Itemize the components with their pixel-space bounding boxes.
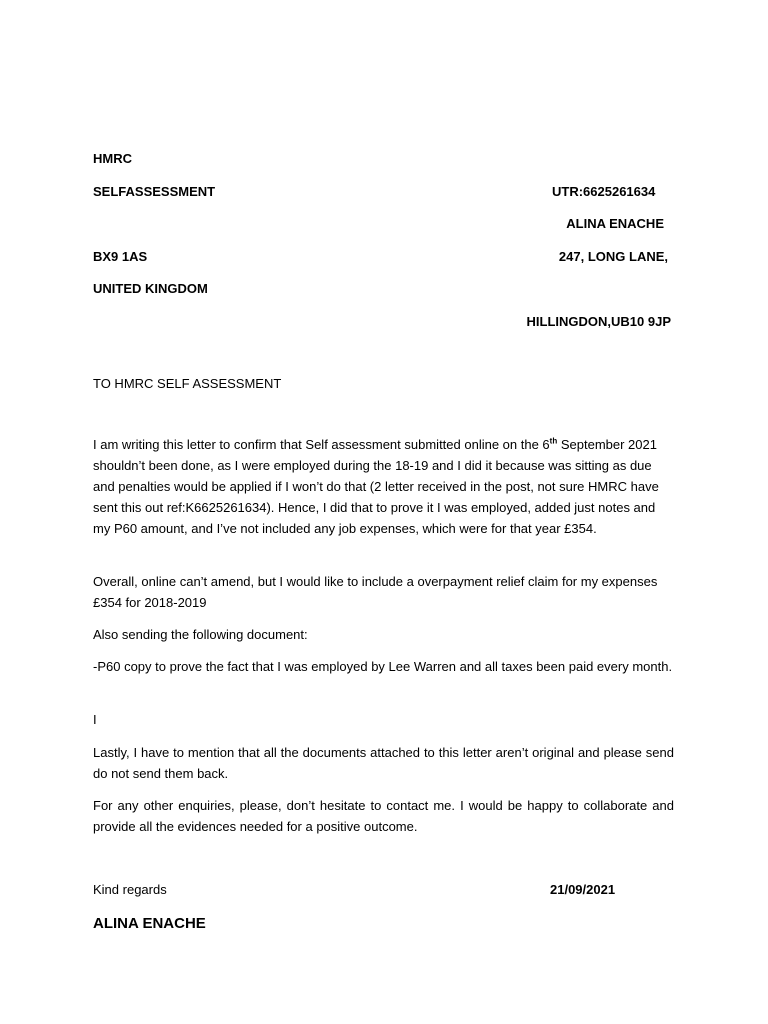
sender-city-postcode: HILLINGDON,UB10 9JP <box>526 314 671 329</box>
sender-street: 247, LONG LANE, <box>558 249 668 264</box>
valediction: Kind regards <box>93 882 167 897</box>
body-paragraph-4: -P60 copy to prove the fact that I was employed by Lee Warren and all taxes been paid every month. <box>93 659 673 674</box>
letter-subject: TO HMRC SELF ASSESSMENT <box>93 376 282 391</box>
sender-name: ALINA ENACHE <box>566 216 664 231</box>
recipient-line-1: HMRC <box>93 151 132 166</box>
body-paragraph-3: Also sending the following document: <box>93 627 308 642</box>
body-paragraph-6: Lastly, I have to mention that all the documents attached to this letter aren’t original and please send do not send them back. <box>93 745 674 781</box>
body-paragraph-7: For any other enquiries, please, don’t hesitate to contact me. I would be happy to collaborate and provide all the evidences needed for a positive outcome. <box>93 798 674 834</box>
letter-date: 21/09/2021 <box>550 882 616 897</box>
body-paragraph-1-part-1: I am writing this letter to confirm that Self assessment submitted online on the 6 <box>93 437 550 452</box>
body-paragraph-2: Overall, online can’t amend, but I would like to include a overpayment relief claim for my expenses £354 for 2018-2019 <box>93 574 658 610</box>
recipient-line-2: SELFASSESSMENT <box>93 184 216 199</box>
recipient-line-4: UNITED KINGDOM <box>93 281 208 296</box>
signature-name: ALINA ENACHE <box>93 915 206 932</box>
body-paragraph-1-part-2: September 2021 shouldn’t been done, as I were employed during the 18-19 and I did it because was sitting as due and penalties would be applied if I won’t do that (2 letter received in the post, not sure HMRC have sent this out ref:K6625261634). Hence, I did that to prove it I was employed, added just notes and my P60 amount, and I’ve not included any job expenses, which were for that year £354. <box>93 437 659 536</box>
ordinal-suffix: th <box>549 436 558 446</box>
recipient-line-3: BX9 1AS <box>93 249 148 264</box>
body-paragraph-1 <box>93 434 674 539</box>
body-paragraph-5: I <box>93 712 97 727</box>
sender-utr: UTR:6625261634 <box>552 184 656 199</box>
